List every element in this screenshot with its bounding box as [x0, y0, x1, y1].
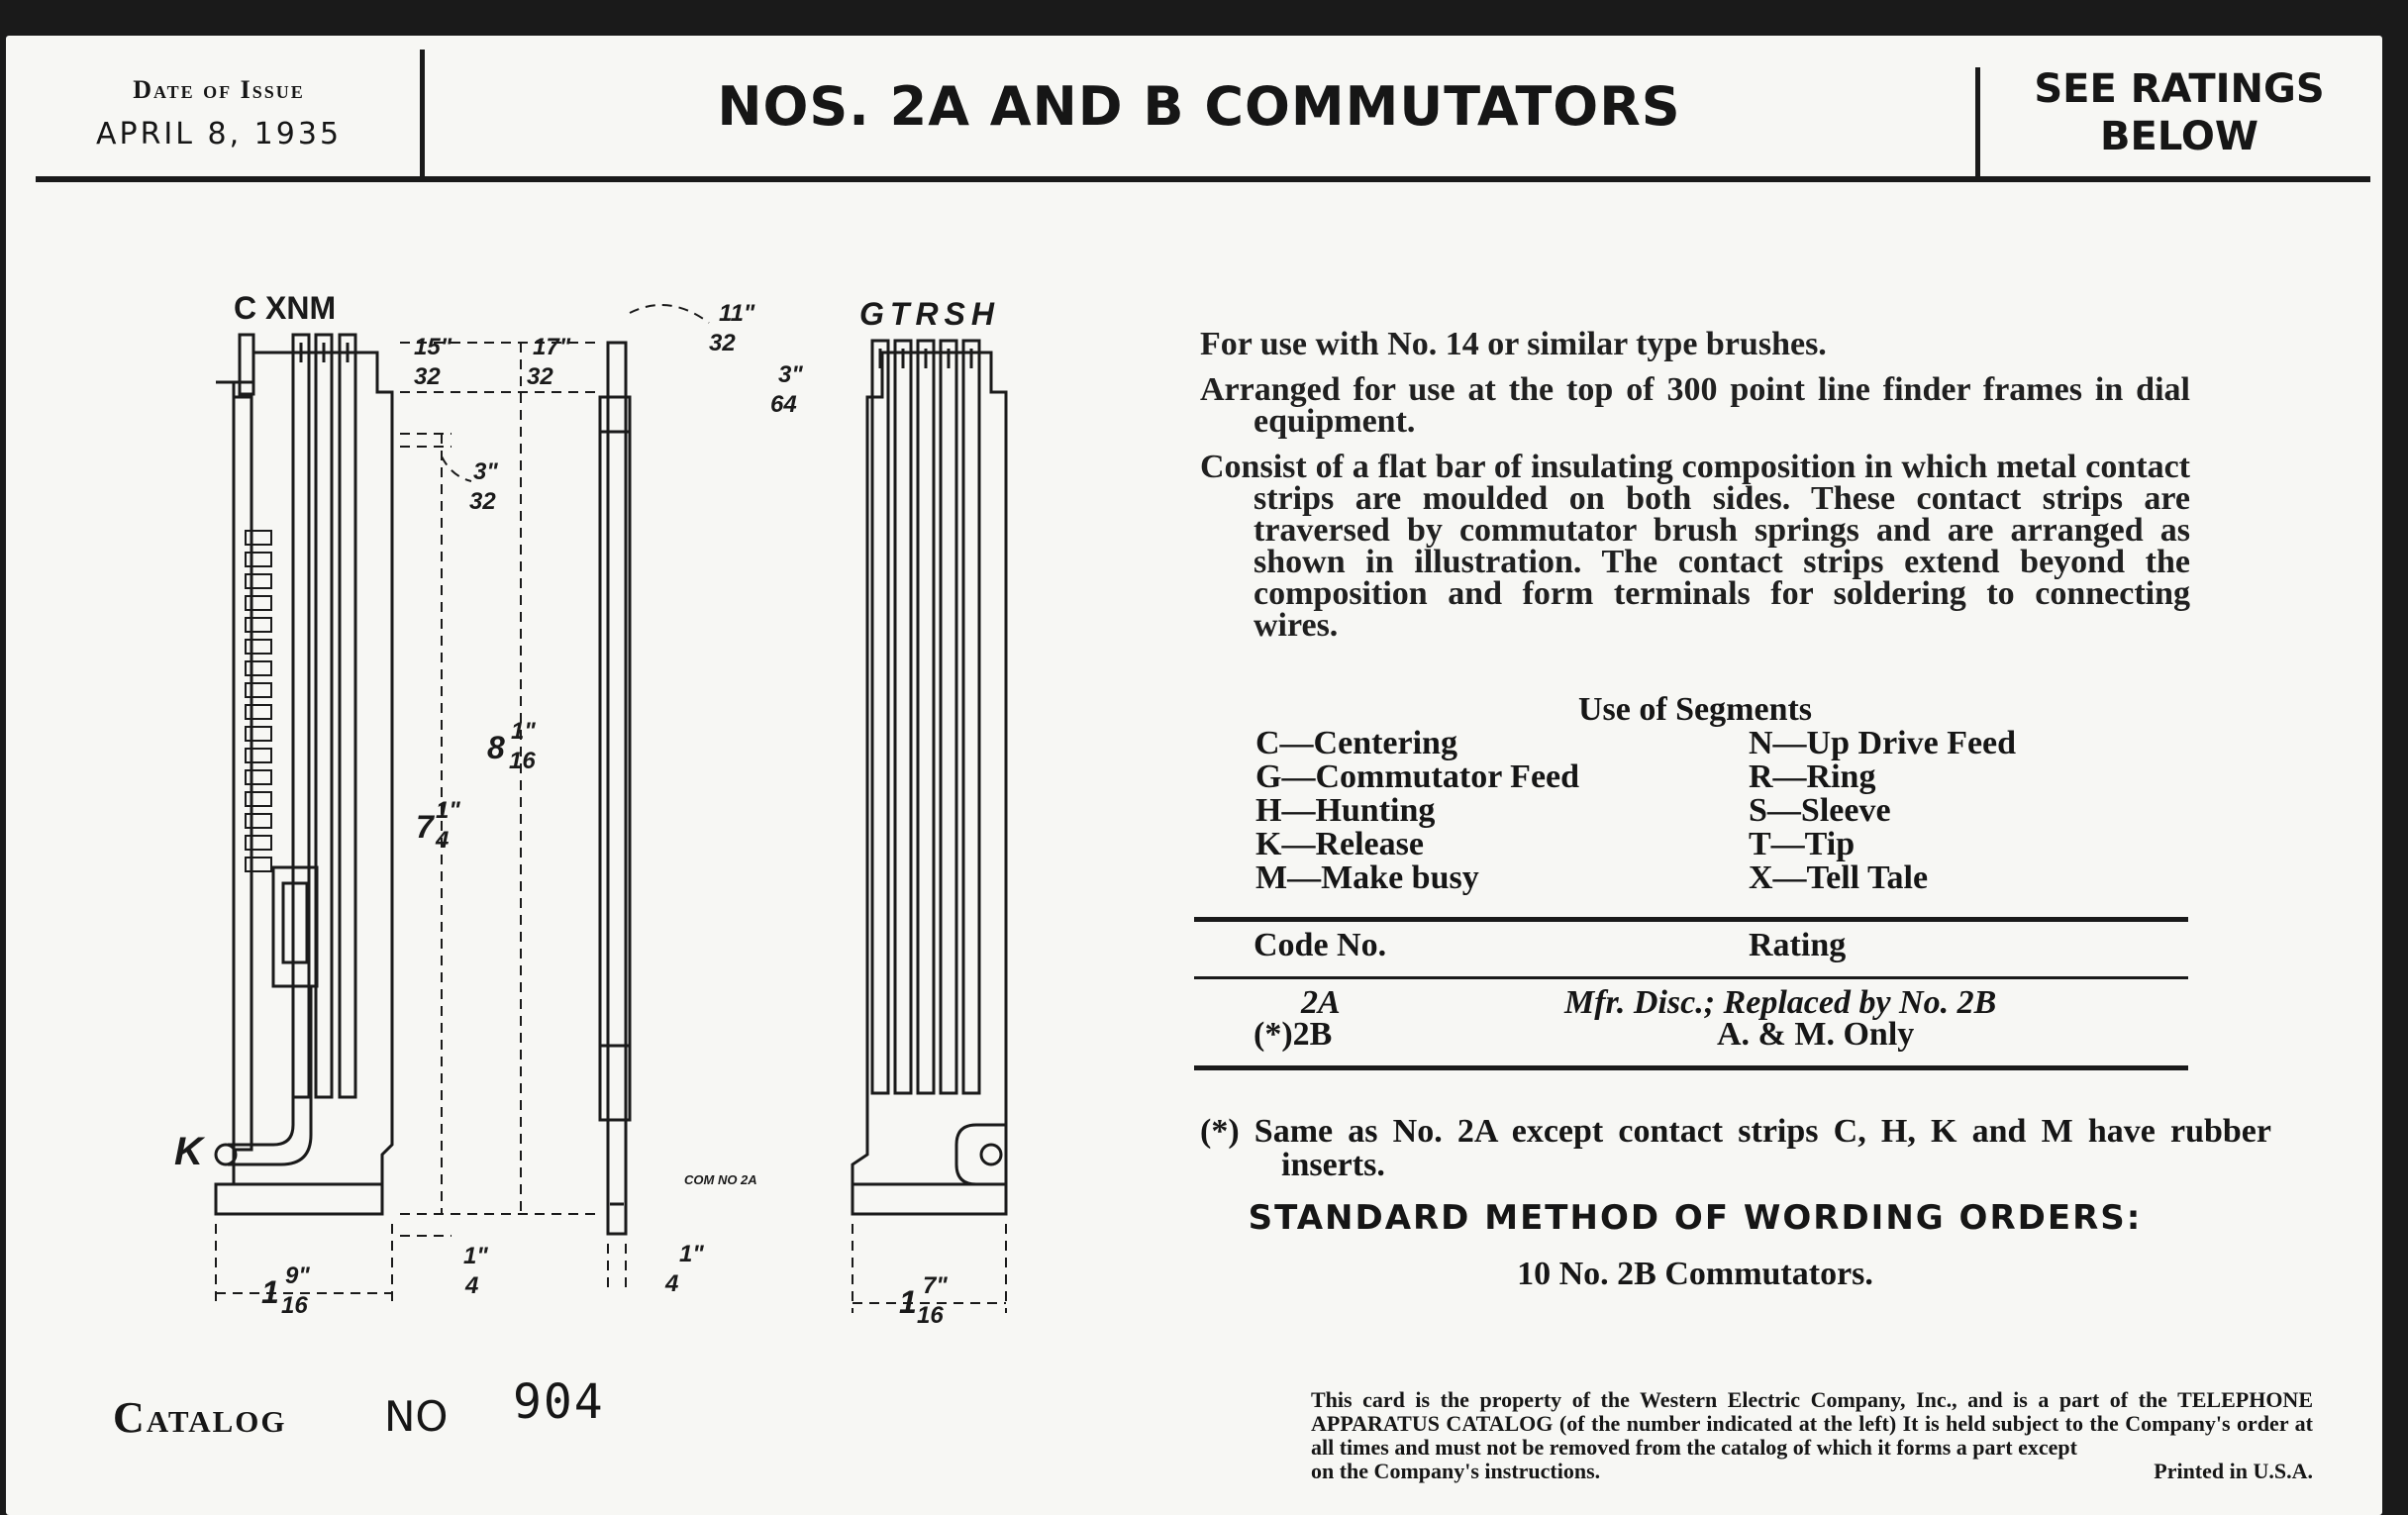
description-paragraph: For use with No. 14 or similar type brushes. — [1200, 326, 1827, 362]
dim-17-32-den: 32 — [527, 363, 553, 390]
dim-b1-num: 9" — [285, 1262, 310, 1289]
segment-item: K—Release — [1255, 826, 1424, 862]
right-piece-outline — [853, 353, 1006, 1214]
segment-item: S—Sleeve — [1749, 792, 1891, 829]
dim-b1-den: 16 — [281, 1292, 308, 1319]
segments-heading: Use of Segments — [1577, 691, 1813, 728]
header-rule — [36, 176, 2370, 182]
issue-date: APRIL 8, 1935 — [95, 117, 343, 152]
dim-b4-num: 7" — [923, 1272, 948, 1299]
strip-h — [963, 341, 979, 1093]
dim-3-64-den: 64 — [770, 391, 797, 418]
table-row-code: (*)2B — [1254, 1016, 1333, 1053]
strip-m — [340, 335, 355, 1097]
segment-item: R—Ring — [1749, 758, 1876, 795]
segment-item: T—Tip — [1749, 826, 1856, 862]
table-rule-mid — [1194, 976, 2188, 979]
header-divider — [420, 50, 425, 180]
dim-11-32-num: 11" — [719, 300, 755, 327]
table-row-code: 2A — [1301, 984, 1341, 1021]
dim-7-whole: 7 — [416, 809, 434, 845]
catalog-no-label: NO — [384, 1392, 449, 1441]
side-view-bar — [608, 343, 626, 1234]
dim-17-32-num: 17" — [533, 334, 571, 360]
table-row-rating: Mfr. Disc.; Replaced by No. 2B — [1564, 984, 1997, 1021]
footer-printed: Printed in U.S.A. — [2154, 1459, 2313, 1483]
dim-b4-den: 16 — [917, 1302, 944, 1323]
left-piece-outline — [216, 353, 392, 1214]
segment-item: X—Tell Tale — [1749, 859, 1929, 896]
ordering-example: 10 No. 2B Commutators. — [1517, 1256, 1873, 1292]
description — [1200, 326, 2190, 656]
terminal-c — [240, 335, 253, 394]
dim-b3-den: 4 — [665, 1270, 679, 1297]
table-row-rating: A. & M. Only — [1717, 1016, 1915, 1053]
ratings-note-line1: SEE RATINGS — [2034, 66, 2325, 112]
dim-11-32-den: 32 — [709, 330, 736, 356]
strip-r — [918, 341, 934, 1093]
dim-7-den: 4 — [436, 827, 450, 854]
dim-8-den: 16 — [509, 748, 536, 774]
dim-b3-num: 1" — [679, 1241, 704, 1267]
catalog-number: 904 — [513, 1374, 605, 1430]
strip-g — [872, 341, 888, 1093]
left-bar — [234, 397, 251, 1150]
ownership-footer — [1311, 1388, 2313, 1483]
label-k: K — [174, 1130, 203, 1173]
segment-item: H—Hunting — [1255, 792, 1436, 829]
header-divider — [1975, 67, 1980, 180]
issue-date-label: Date of Issue — [133, 75, 305, 104]
dim-b4-whole: 1 — [899, 1284, 917, 1320]
dim-15-32-num: 15" — [414, 334, 452, 360]
drawing-ref-note: COM NO 2A — [684, 1172, 757, 1187]
description-paragraph: Arranged for use at the top of 300 point line finder frames in dial equipment. — [1200, 371, 2190, 440]
dim-b2-num: 1" — [463, 1243, 488, 1269]
strip-s — [941, 341, 956, 1093]
dim-3-64-num: 3" — [778, 361, 803, 388]
ratings-note — [1986, 65, 2372, 160]
dim-3-32-num: 3" — [473, 458, 498, 485]
dim-b1-whole: 1 — [261, 1274, 279, 1310]
table-rule-top — [1194, 917, 2188, 922]
segment-item: M—Make busy — [1255, 859, 1479, 896]
segment-item: N—Up Drive Feed — [1749, 725, 2017, 761]
footer-instructions: on the Company's instructions. — [1311, 1459, 1601, 1483]
catalog-card — [6, 36, 2382, 1515]
dim-7-num: 1" — [436, 797, 460, 824]
left-strip-labels: C XNM — [234, 290, 337, 326]
page-title: NOS. 2A AND B COMMUTATORS — [717, 75, 1681, 138]
segment-item: G—Commutator Feed — [1255, 758, 1580, 795]
dim-8-whole: 8 — [487, 730, 505, 765]
strip-x — [293, 335, 309, 1097]
ratings-note-line2: BELOW — [2100, 114, 2258, 159]
footer-last-line — [1311, 1460, 2313, 1483]
commutator-drawing — [154, 273, 1046, 1323]
catalog-label: Catalog — [113, 1393, 287, 1442]
table-rule-bottom — [1194, 1065, 2188, 1070]
dim-b2-den: 4 — [465, 1272, 479, 1299]
description-paragraph: Consist of a flat bar of insulating composition in which metal contact strips are moulded on both sides. These contact strips are traversed by commutator brush springs and are arranged as shown in illustration. The contact strips extend beyond the composition and form terminals for soldering to connecting wires. — [1200, 449, 2190, 644]
dim-15-32-den: 32 — [414, 363, 441, 390]
ordering-heading: STANDARD METHOD OF WORDING ORDERS: — [1248, 1198, 2143, 1238]
dim-8-num: 1" — [511, 718, 536, 745]
table-header-code: Code No. — [1254, 927, 1387, 963]
table-header-rating: Rating — [1749, 927, 1847, 963]
dim-3-32-den: 32 — [469, 488, 496, 515]
strip-t — [895, 341, 911, 1093]
footer-text: This card is the property of the Western Electric Company, Inc., and is a part of the TELEPHONE APPARATUS CATALOG (of the number indicated at the left) It is held subject to the Company's order at all times and must not be removed from the catalog of which it forms a part except — [1311, 1387, 2313, 1460]
segment-item: C—Centering — [1255, 725, 1457, 761]
right-strip-labels: GTRSH — [859, 296, 1000, 332]
rubber-insert-note: (*) Same as No. 2A except contact strips C, H, K and M have rubber inserts. — [1200, 1113, 2271, 1183]
